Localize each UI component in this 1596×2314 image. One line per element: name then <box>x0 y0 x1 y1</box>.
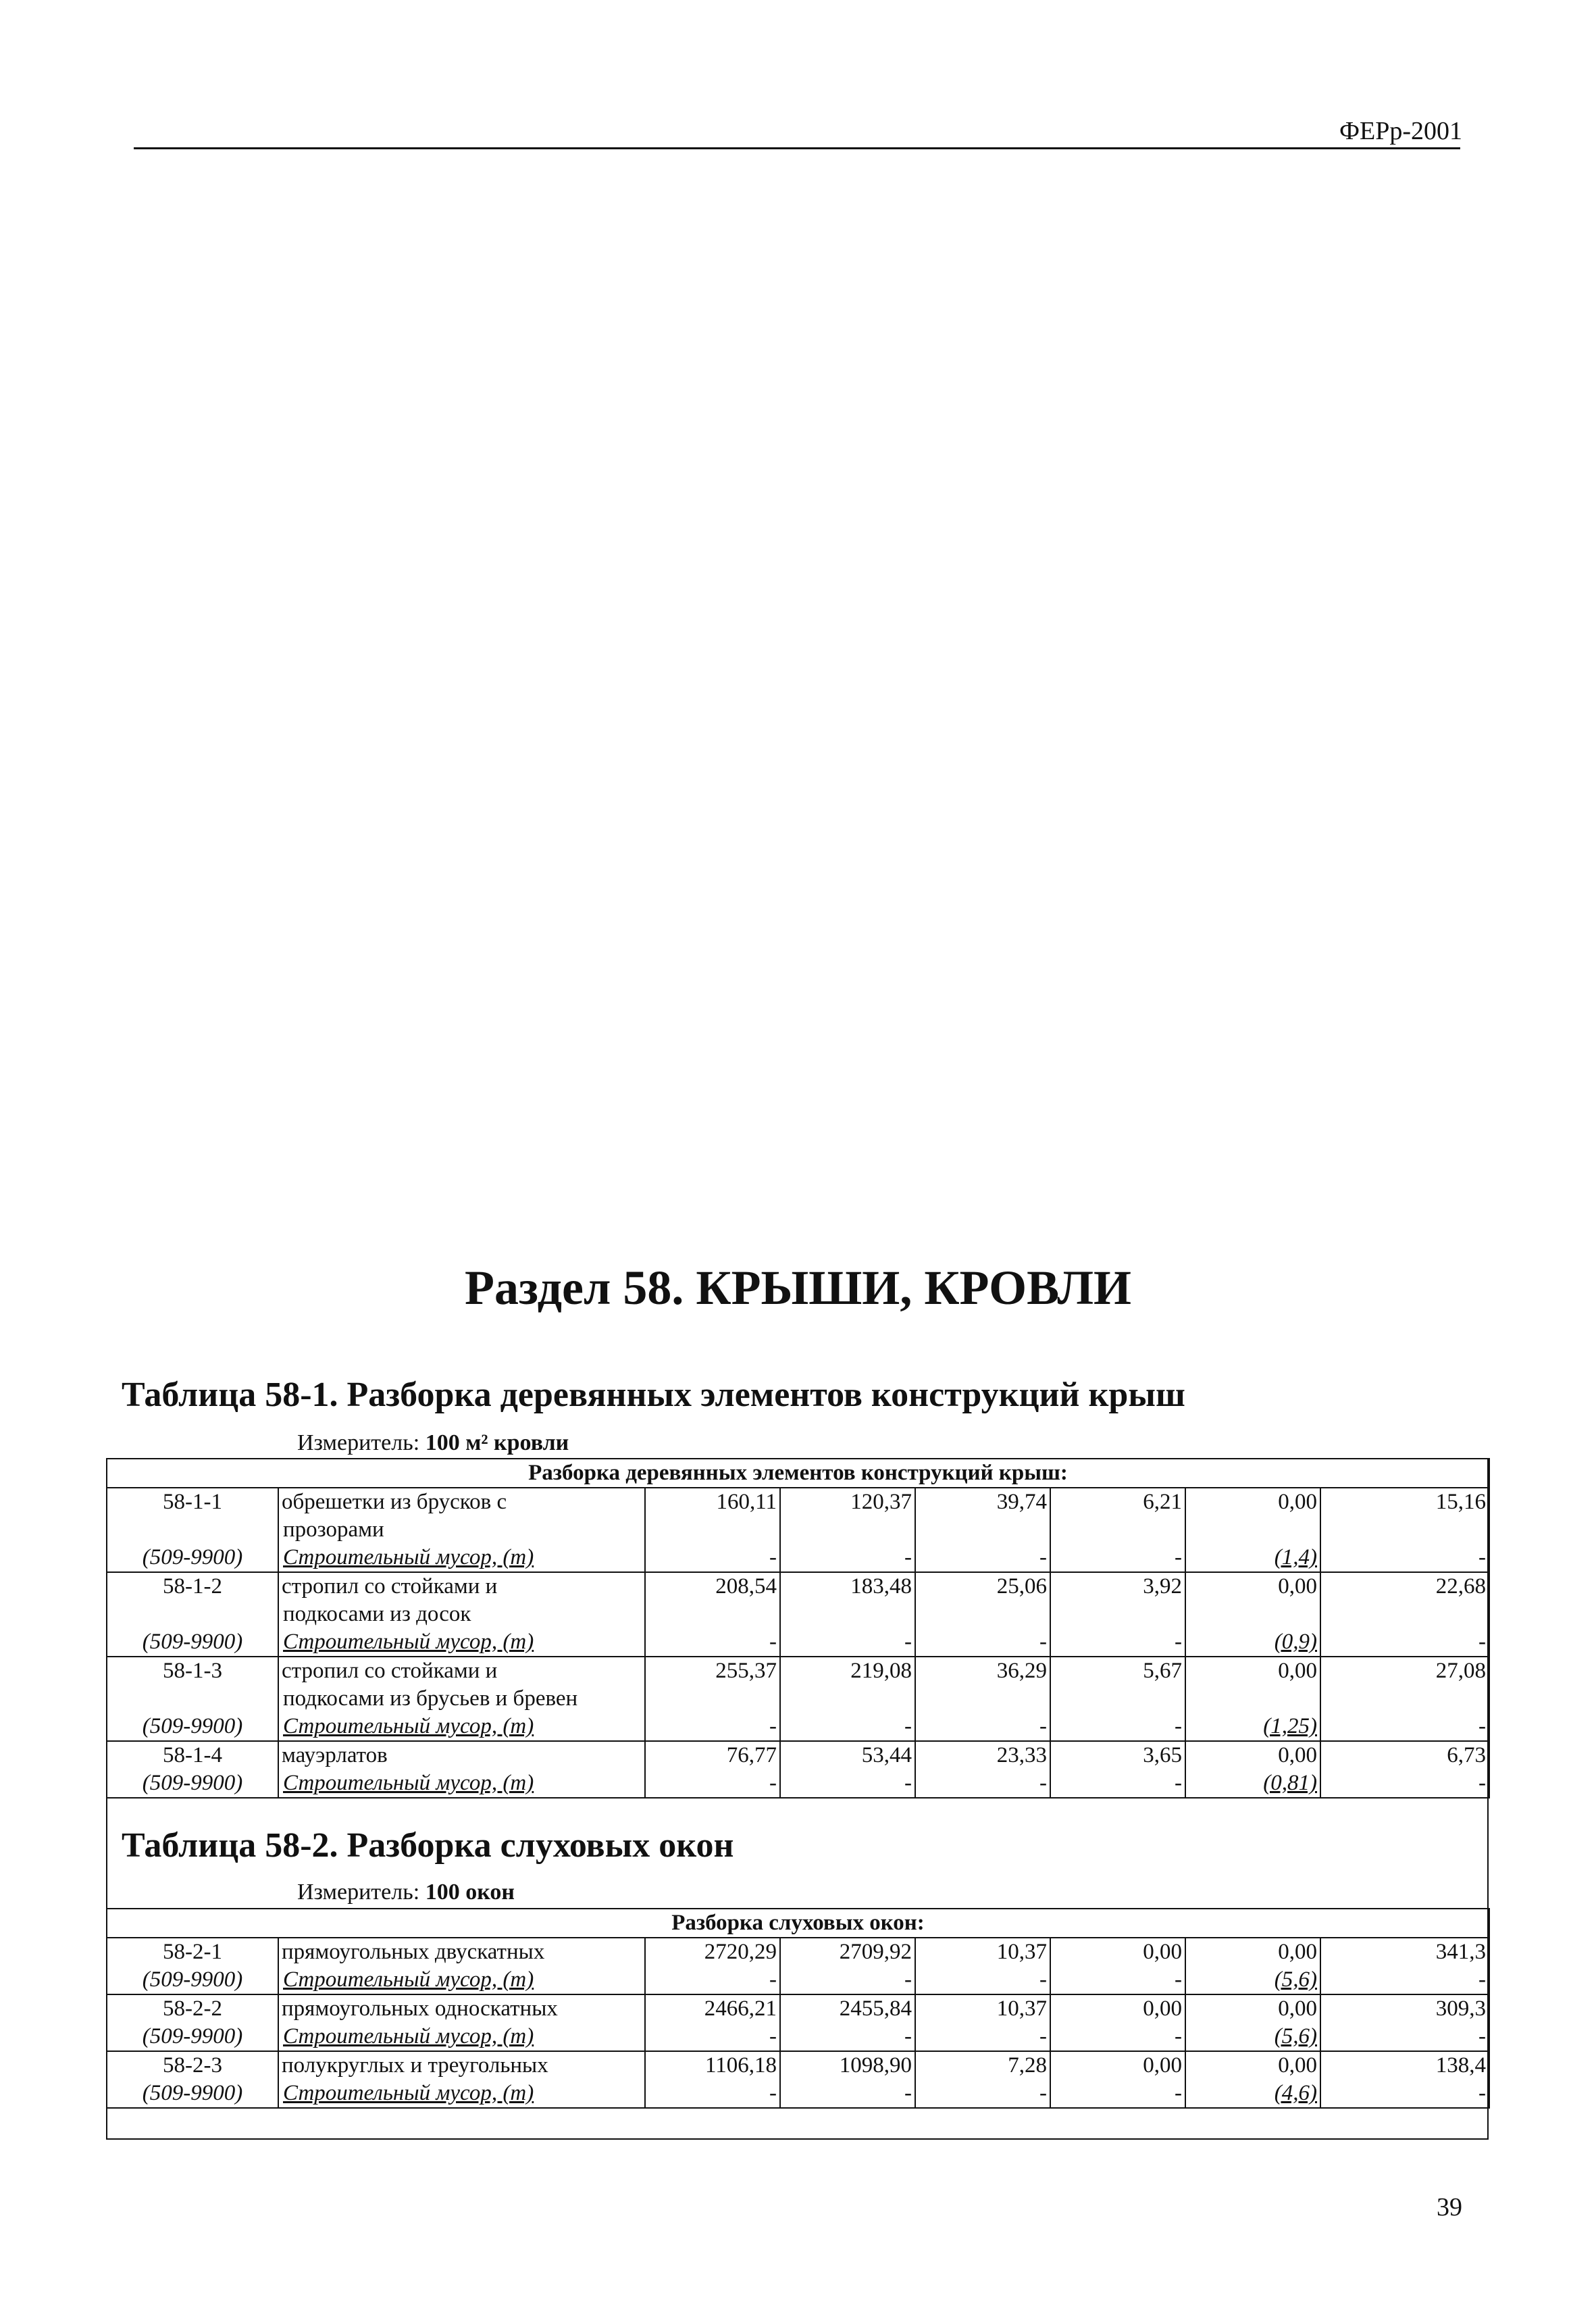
table-58-1-measure <box>297 1430 569 1456</box>
norm-value: 0,00 <box>1050 1938 1185 1966</box>
measure-label: Измеритель: <box>297 1880 420 1905</box>
resource-value: (4,6) <box>1185 2080 1320 2108</box>
norm-value: 27,08 <box>1320 1657 1489 1713</box>
norm-name: прямоугольных двускатных <box>278 1938 645 1966</box>
resource-name: Строительный мусор, (т) <box>278 1769 645 1798</box>
resource-name: Строительный мусор, (т) <box>278 1544 645 1572</box>
group-header-row <box>107 1909 1489 1938</box>
norm-row <box>107 1994 1489 2023</box>
resource-code: (509-9900) <box>107 1628 278 1657</box>
table-58-1-title: Таблица 58-1. Разборка деревянных элементов конструкций крыш <box>122 1376 1185 1414</box>
resource-name: Строительный мусор, (т) <box>278 1713 645 1741</box>
resource-value: - <box>1320 1966 1489 1994</box>
resource-name: Строительный мусор, (т) <box>278 2080 645 2108</box>
norm-name: обрешетки из брусков с <box>278 1488 645 1516</box>
table-58-1 <box>106 1458 1490 1799</box>
norm-value: 120,37 <box>780 1488 915 1544</box>
resource-value: - <box>1050 2023 1185 2051</box>
norm-row <box>107 2051 1489 2080</box>
header-rule <box>134 147 1460 149</box>
norm-value: 219,08 <box>780 1657 915 1713</box>
norm-value: 10,37 <box>915 1938 1050 1966</box>
norm-name: подкосами из брусьев и бревен <box>278 1685 645 1713</box>
group-header-row <box>107 1459 1489 1488</box>
norm-value: 6,21 <box>1050 1488 1185 1544</box>
resource-code: (509-9900) <box>107 2023 278 2051</box>
resource-code: (509-9900) <box>107 1544 278 1572</box>
norm-code: 58-2-3 <box>107 2051 278 2080</box>
norm-code: 58-2-1 <box>107 1938 278 1966</box>
norm-value: 0,00 <box>1050 1994 1185 2023</box>
resource-row <box>107 1628 1489 1657</box>
norm-value: 138,4 <box>1320 2051 1489 2080</box>
norm-value: 341,3 <box>1320 1938 1489 1966</box>
norm-value: 183,48 <box>780 1572 915 1628</box>
resource-value: - <box>645 2080 780 2108</box>
norm-name: подкосами из досок <box>278 1601 645 1628</box>
norm-value: 2720,29 <box>645 1938 780 1966</box>
norm-value: 309,3 <box>1320 1994 1489 2023</box>
norm-value: 1106,18 <box>645 2051 780 2080</box>
norm-value: 22,68 <box>1320 1572 1489 1628</box>
resource-value: - <box>1050 1544 1185 1572</box>
norm-value: 0,00 <box>1185 1938 1320 1966</box>
resource-value: - <box>915 1628 1050 1657</box>
measure-value: 100 окон <box>425 1880 515 1905</box>
resource-value: - <box>1320 1769 1489 1798</box>
resource-code: (509-9900) <box>107 1966 278 1994</box>
resource-value: - <box>645 1628 780 1657</box>
resource-row <box>107 1966 1489 1994</box>
resource-value: - <box>1050 1769 1185 1798</box>
resource-value: - <box>780 1769 915 1798</box>
measure-label: Измеритель: <box>297 1430 420 1455</box>
norm-row <box>107 1488 1489 1516</box>
resource-value: - <box>1320 1544 1489 1572</box>
measure-value: 100 м² кровли <box>425 1430 569 1455</box>
resource-value: - <box>1320 1628 1489 1657</box>
norm-name: прямоугольных односкатных <box>278 1994 645 2023</box>
norm-value: 0,00 <box>1050 2051 1185 2080</box>
norm-value: 160,11 <box>645 1488 780 1544</box>
norm-value: 2709,92 <box>780 1938 915 1966</box>
norm-value: 6,73 <box>1320 1741 1489 1769</box>
resource-value: - <box>915 2023 1050 2051</box>
resource-value: - <box>645 1544 780 1572</box>
table-58-2 <box>106 1908 1490 2109</box>
norm-row <box>107 1572 1489 1601</box>
resource-value: - <box>1050 2080 1185 2108</box>
norm-value: 25,06 <box>915 1572 1050 1628</box>
resource-value: (1,25) <box>1185 1713 1320 1741</box>
norm-value: 208,54 <box>645 1572 780 1628</box>
resource-value: - <box>915 1544 1050 1572</box>
norm-value: 10,37 <box>915 1994 1050 2023</box>
resource-value: (5,6) <box>1185 2023 1320 2051</box>
resource-value: - <box>780 2080 915 2108</box>
resource-value: - <box>780 1713 915 1741</box>
resource-value: - <box>1050 1966 1185 1994</box>
resource-value: - <box>780 1966 915 1994</box>
norm-value: 255,37 <box>645 1657 780 1713</box>
resource-value: (0,9) <box>1185 1628 1320 1657</box>
resource-value: - <box>780 1544 915 1572</box>
table-58-2-measure <box>297 1880 515 1905</box>
norm-value: 5,67 <box>1050 1657 1185 1713</box>
resource-value: (1,4) <box>1185 1544 1320 1572</box>
norm-name: мауэрлатов <box>278 1741 645 1769</box>
section-title: Раздел 58. КРЫШИ, КРОВЛИ <box>464 1261 1132 1315</box>
norm-code: 58-1-1 <box>107 1488 278 1544</box>
group-header: Разборка слуховых окон: <box>107 1909 1489 1938</box>
norm-value: 39,74 <box>915 1488 1050 1544</box>
norm-value: 76,77 <box>645 1741 780 1769</box>
table-58-1-body <box>107 1459 1489 1798</box>
norm-value: 3,92 <box>1050 1572 1185 1628</box>
table-58-2-body <box>107 1909 1489 2108</box>
resource-value: - <box>645 2023 780 2051</box>
norm-value: 36,29 <box>915 1657 1050 1713</box>
table-58-2-title: Таблица 58-2. Разборка слуховых окон <box>122 1826 734 1865</box>
resource-code: (509-9900) <box>107 2080 278 2108</box>
norm-code: 58-1-4 <box>107 1741 278 1769</box>
norm-code: 58-2-2 <box>107 1994 278 2023</box>
resource-code: (509-9900) <box>107 1769 278 1798</box>
norm-value: 3,65 <box>1050 1741 1185 1769</box>
norm-value: 2466,21 <box>645 1994 780 2023</box>
norm-value: 0,00 <box>1185 1741 1320 1769</box>
norm-value: 0,00 <box>1185 1488 1320 1544</box>
resource-row <box>107 1544 1489 1572</box>
norm-value: 0,00 <box>1185 1572 1320 1628</box>
resource-value: - <box>645 1713 780 1741</box>
norm-value: 23,33 <box>915 1741 1050 1769</box>
norm-value: 15,16 <box>1320 1488 1489 1544</box>
norm-row <box>107 1657 1489 1685</box>
resource-value: - <box>780 2023 915 2051</box>
norm-code: 58-1-2 <box>107 1572 278 1628</box>
resource-value: - <box>645 1966 780 1994</box>
norm-value: 1098,90 <box>780 2051 915 2080</box>
resource-name: Строительный мусор, (т) <box>278 2023 645 2051</box>
group-header: Разборка деревянных элементов конструкций крыш: <box>107 1459 1489 1488</box>
resource-value: - <box>645 1769 780 1798</box>
resource-value: - <box>1050 1713 1185 1741</box>
resource-value: - <box>915 1966 1050 1994</box>
norm-value: 7,28 <box>915 2051 1050 2080</box>
norm-name: полукруглых и треугольных <box>278 2051 645 2080</box>
resource-value: - <box>915 1713 1050 1741</box>
resource-row <box>107 2080 1489 2108</box>
resource-value: (5,6) <box>1185 1966 1320 1994</box>
norm-value: 0,00 <box>1185 2051 1320 2080</box>
norm-value: 53,44 <box>780 1741 915 1769</box>
resource-name: Строительный мусор, (т) <box>278 1966 645 1994</box>
norm-row <box>107 1938 1489 1966</box>
resource-row <box>107 1713 1489 1741</box>
resource-row <box>107 2023 1489 2051</box>
resource-value: - <box>1050 1628 1185 1657</box>
norm-row <box>107 1741 1489 1769</box>
norm-name: стропил со стойками и <box>278 1657 645 1685</box>
norm-name: стропил со стойками и <box>278 1572 645 1601</box>
norm-code: 58-1-3 <box>107 1657 278 1713</box>
resource-value: - <box>1320 1713 1489 1741</box>
resource-value: - <box>780 1628 915 1657</box>
norm-name: прозорами <box>278 1516 645 1544</box>
resource-code: (509-9900) <box>107 1713 278 1741</box>
page-number: 39 <box>1437 2193 1462 2221</box>
resource-value: - <box>1320 2023 1489 2051</box>
norm-value: 0,00 <box>1185 1994 1320 2023</box>
resource-value: (0,81) <box>1185 1769 1320 1798</box>
resource-name: Строительный мусор, (т) <box>278 1628 645 1657</box>
document-code: ФЕРр-2001 <box>1339 117 1462 145</box>
norm-value: 0,00 <box>1185 1657 1320 1713</box>
resource-value: - <box>915 1769 1050 1798</box>
resource-value: - <box>1320 2080 1489 2108</box>
resource-value: - <box>915 2080 1050 2108</box>
resource-row <box>107 1769 1489 1798</box>
norm-value: 2455,84 <box>780 1994 915 2023</box>
